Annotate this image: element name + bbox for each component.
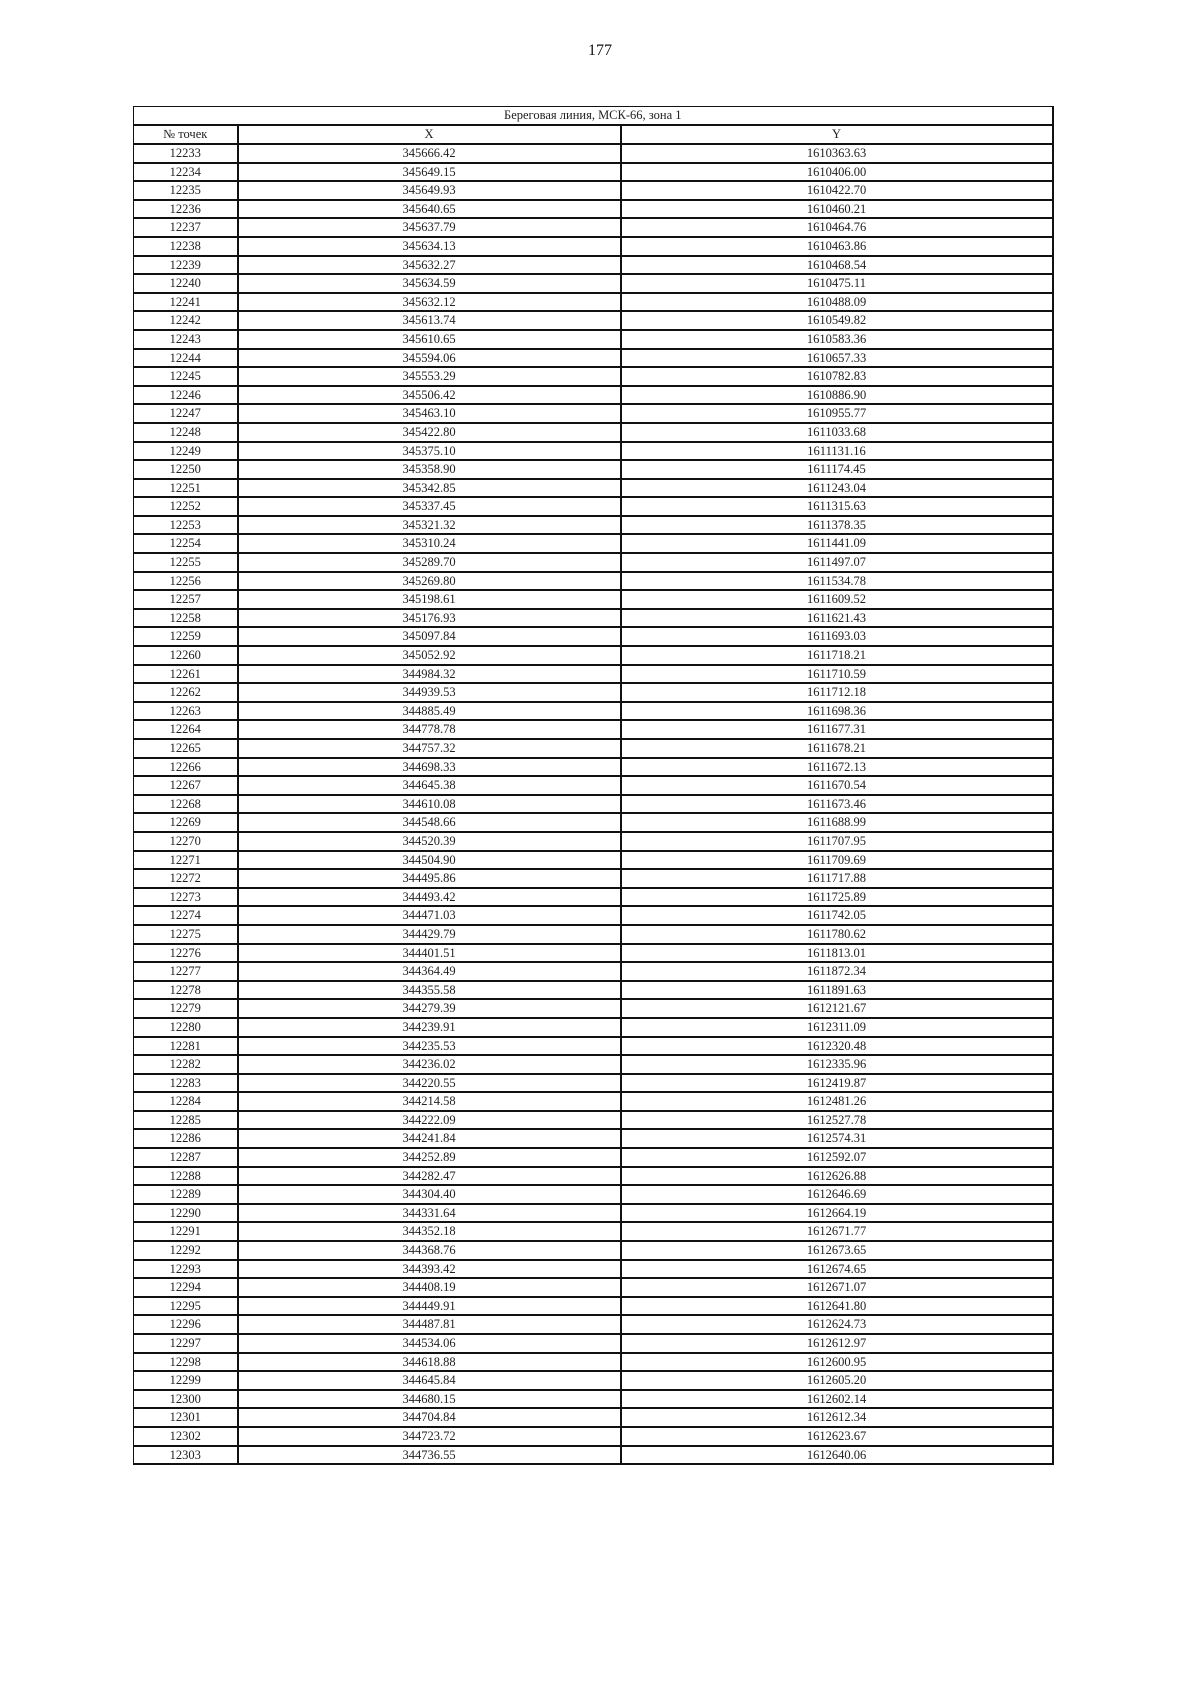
table-row	[134, 1018, 1053, 1037]
point-number-cell: 12241	[134, 293, 238, 312]
point-number-cell: 12303	[134, 1446, 238, 1465]
table-row	[134, 1371, 1053, 1390]
x-coordinate-cell: 344939.53	[238, 683, 621, 702]
point-number-cell: 12269	[134, 813, 238, 832]
point-number-cell: 12292	[134, 1241, 238, 1260]
point-number-cell: 12243	[134, 330, 238, 349]
table-row	[134, 795, 1053, 814]
y-coordinate-cell: 1612626.88	[621, 1167, 1053, 1186]
y-coordinate-cell: 1612335.96	[621, 1055, 1053, 1074]
point-number-cell: 12272	[134, 869, 238, 888]
table-row	[134, 237, 1053, 256]
table-row	[134, 1334, 1053, 1353]
table-row	[134, 1055, 1053, 1074]
x-coordinate-cell: 344214.58	[238, 1092, 621, 1111]
y-coordinate-cell: 1610464.76	[621, 218, 1053, 237]
table-row	[134, 1315, 1053, 1334]
table-row	[134, 646, 1053, 665]
y-coordinate-cell: 1612671.77	[621, 1222, 1053, 1241]
x-coordinate-cell: 345310.24	[238, 534, 621, 553]
x-coordinate-cell: 344429.79	[238, 925, 621, 944]
table-row	[134, 627, 1053, 646]
x-coordinate-cell: 344222.09	[238, 1111, 621, 1130]
table-row	[134, 330, 1053, 349]
point-number-cell: 12236	[134, 200, 238, 219]
table-row	[134, 999, 1053, 1018]
y-coordinate-cell: 1610406.00	[621, 163, 1053, 182]
x-coordinate-cell: 344408.19	[238, 1278, 621, 1297]
x-coordinate-cell: 345422.80	[238, 423, 621, 442]
table-row	[134, 442, 1053, 461]
y-coordinate-cell: 1610955.77	[621, 404, 1053, 423]
x-coordinate-cell: 344236.02	[238, 1055, 621, 1074]
y-coordinate-cell: 1611174.45	[621, 460, 1053, 479]
x-coordinate-cell: 344282.47	[238, 1167, 621, 1186]
y-coordinate-cell: 1610460.21	[621, 200, 1053, 219]
y-coordinate-cell: 1610583.36	[621, 330, 1053, 349]
point-number-cell: 12246	[134, 386, 238, 405]
x-coordinate-cell: 344304.40	[238, 1185, 621, 1204]
x-coordinate-cell: 344736.55	[238, 1446, 621, 1465]
x-coordinate-cell: 345632.27	[238, 256, 621, 275]
x-coordinate-cell: 344548.66	[238, 813, 621, 832]
point-number-cell: 12290	[134, 1204, 238, 1223]
table-row	[134, 1408, 1053, 1427]
table-body	[134, 144, 1053, 1464]
table-row	[134, 1297, 1053, 1316]
table-row	[134, 200, 1053, 219]
point-number-cell: 12261	[134, 665, 238, 684]
table-row	[134, 386, 1053, 405]
point-number-cell: 12277	[134, 962, 238, 981]
y-coordinate-cell: 1610782.83	[621, 367, 1053, 386]
table-row	[134, 497, 1053, 516]
x-coordinate-cell: 345375.10	[238, 442, 621, 461]
x-coordinate-cell: 344723.72	[238, 1427, 621, 1446]
x-coordinate-cell: 344610.08	[238, 795, 621, 814]
table-row	[134, 944, 1053, 963]
x-coordinate-cell: 345637.79	[238, 218, 621, 237]
point-number-cell: 12281	[134, 1037, 238, 1056]
y-coordinate-cell: 1610468.54	[621, 256, 1053, 275]
table-row	[134, 683, 1053, 702]
y-coordinate-cell: 1612419.87	[621, 1074, 1053, 1093]
table-row	[134, 851, 1053, 870]
table-row	[134, 256, 1053, 275]
point-number-cell: 12247	[134, 404, 238, 423]
y-coordinate-cell: 1611891.63	[621, 981, 1053, 1000]
table-row	[134, 1185, 1053, 1204]
table-row	[134, 702, 1053, 721]
point-number-cell: 12288	[134, 1167, 238, 1186]
table-row	[134, 1390, 1053, 1409]
table-row	[134, 274, 1053, 293]
point-number-cell: 12279	[134, 999, 238, 1018]
point-number-cell: 12296	[134, 1315, 238, 1334]
x-coordinate-cell: 344331.64	[238, 1204, 621, 1223]
y-coordinate-cell: 1612481.26	[621, 1092, 1053, 1111]
x-coordinate-cell: 344487.81	[238, 1315, 621, 1334]
y-coordinate-cell: 1612320.48	[621, 1037, 1053, 1056]
point-number-cell: 12274	[134, 906, 238, 925]
y-coordinate-cell: 1611497.07	[621, 553, 1053, 572]
point-number-cell: 12299	[134, 1371, 238, 1390]
table-row	[134, 1427, 1053, 1446]
x-coordinate-cell: 344393.42	[238, 1260, 621, 1279]
x-coordinate-cell: 344645.38	[238, 776, 621, 795]
point-number-cell: 12280	[134, 1018, 238, 1037]
y-coordinate-cell: 1611718.21	[621, 646, 1053, 665]
x-coordinate-cell: 344618.88	[238, 1353, 621, 1372]
table-row	[134, 758, 1053, 777]
point-number-cell: 12262	[134, 683, 238, 702]
point-number-cell: 12293	[134, 1260, 238, 1279]
y-coordinate-cell: 1610488.09	[621, 293, 1053, 312]
y-coordinate-cell: 1612602.14	[621, 1390, 1053, 1409]
table-row	[134, 609, 1053, 628]
y-coordinate-cell: 1611698.36	[621, 702, 1053, 721]
y-coordinate-cell: 1611609.52	[621, 590, 1053, 609]
point-number-cell: 12233	[134, 144, 238, 163]
point-number-cell: 12283	[134, 1074, 238, 1093]
y-coordinate-cell: 1611717.88	[621, 869, 1053, 888]
point-number-cell: 12289	[134, 1185, 238, 1204]
table-row	[134, 1260, 1053, 1279]
x-coordinate-cell: 344252.89	[238, 1148, 621, 1167]
header-y: Y	[621, 125, 1053, 144]
y-coordinate-cell: 1611441.09	[621, 534, 1053, 553]
x-coordinate-cell: 344235.53	[238, 1037, 621, 1056]
y-coordinate-cell: 1611725.89	[621, 888, 1053, 907]
x-coordinate-cell: 345342.85	[238, 479, 621, 498]
x-coordinate-cell: 345640.65	[238, 200, 621, 219]
y-coordinate-cell: 1612311.09	[621, 1018, 1053, 1037]
point-number-cell: 12242	[134, 311, 238, 330]
point-number-cell: 12253	[134, 516, 238, 535]
y-coordinate-cell: 1612527.78	[621, 1111, 1053, 1130]
y-coordinate-cell: 1612641.80	[621, 1297, 1053, 1316]
x-coordinate-cell: 345337.45	[238, 497, 621, 516]
x-coordinate-cell: 344493.42	[238, 888, 621, 907]
x-coordinate-cell: 344984.32	[238, 665, 621, 684]
point-number-cell: 12298	[134, 1353, 238, 1372]
point-number-cell: 12275	[134, 925, 238, 944]
y-coordinate-cell: 1610463.86	[621, 237, 1053, 256]
x-coordinate-cell: 345666.42	[238, 144, 621, 163]
x-coordinate-cell: 344778.78	[238, 720, 621, 739]
x-coordinate-cell: 344241.84	[238, 1129, 621, 1148]
table-row	[134, 404, 1053, 423]
table-row	[134, 1353, 1053, 1372]
y-coordinate-cell: 1611131.16	[621, 442, 1053, 461]
y-coordinate-cell: 1612671.07	[621, 1278, 1053, 1297]
y-coordinate-cell: 1611693.03	[621, 627, 1053, 646]
x-coordinate-cell: 344355.58	[238, 981, 621, 1000]
point-number-cell: 12300	[134, 1390, 238, 1409]
x-coordinate-cell: 344239.91	[238, 1018, 621, 1037]
point-number-cell: 12249	[134, 442, 238, 461]
header-x: X	[238, 125, 621, 144]
table-row	[134, 218, 1053, 237]
y-coordinate-cell: 1612612.97	[621, 1334, 1053, 1353]
page-number: 177	[588, 42, 612, 59]
y-coordinate-cell: 1610886.90	[621, 386, 1053, 405]
y-coordinate-cell: 1610657.33	[621, 349, 1053, 368]
y-coordinate-cell: 1610363.63	[621, 144, 1053, 163]
x-coordinate-cell: 345269.80	[238, 572, 621, 591]
table-row	[134, 888, 1053, 907]
x-coordinate-cell: 345097.84	[238, 627, 621, 646]
x-coordinate-cell: 345610.65	[238, 330, 621, 349]
y-coordinate-cell: 1612605.20	[621, 1371, 1053, 1390]
x-coordinate-cell: 345321.32	[238, 516, 621, 535]
table-row	[134, 423, 1053, 442]
y-coordinate-cell: 1611672.13	[621, 758, 1053, 777]
y-coordinate-cell: 1612600.95	[621, 1353, 1053, 1372]
y-coordinate-cell: 1611709.69	[621, 851, 1053, 870]
x-coordinate-cell: 345634.13	[238, 237, 621, 256]
y-coordinate-cell: 1612646.69	[621, 1185, 1053, 1204]
table-row	[134, 144, 1053, 163]
x-coordinate-cell: 345613.74	[238, 311, 621, 330]
y-coordinate-cell: 1612574.31	[621, 1129, 1053, 1148]
table-title: Береговая линия, МСК-66, зона 1	[134, 107, 1053, 126]
x-coordinate-cell: 345553.29	[238, 367, 621, 386]
table-row	[134, 534, 1053, 553]
point-number-cell: 12282	[134, 1055, 238, 1074]
table-row	[134, 1204, 1053, 1223]
y-coordinate-cell: 1611621.43	[621, 609, 1053, 628]
point-number-cell: 12244	[134, 349, 238, 368]
table-row	[134, 1446, 1053, 1465]
y-coordinate-cell: 1611712.18	[621, 683, 1053, 702]
x-coordinate-cell: 345649.93	[238, 181, 621, 200]
table-row	[134, 1241, 1053, 1260]
point-number-cell: 12287	[134, 1148, 238, 1167]
x-coordinate-cell: 344520.39	[238, 832, 621, 851]
y-coordinate-cell: 1611780.62	[621, 925, 1053, 944]
point-number-cell: 12267	[134, 776, 238, 795]
table-row	[134, 293, 1053, 312]
table-row	[134, 1278, 1053, 1297]
x-coordinate-cell: 344471.03	[238, 906, 621, 925]
x-coordinate-cell: 344368.76	[238, 1241, 621, 1260]
x-coordinate-cell: 345634.59	[238, 274, 621, 293]
y-coordinate-cell: 1611670.54	[621, 776, 1053, 795]
x-coordinate-cell: 345632.12	[238, 293, 621, 312]
point-number-cell: 12270	[134, 832, 238, 851]
table-row	[134, 1129, 1053, 1148]
y-coordinate-cell: 1612640.06	[621, 1446, 1053, 1465]
table-row	[134, 1148, 1053, 1167]
table-row	[134, 460, 1053, 479]
x-coordinate-cell: 344757.32	[238, 739, 621, 758]
x-coordinate-cell: 344449.91	[238, 1297, 621, 1316]
y-coordinate-cell: 1611033.68	[621, 423, 1053, 442]
table-row	[134, 572, 1053, 591]
table-row	[134, 163, 1053, 182]
point-number-cell: 12254	[134, 534, 238, 553]
point-number-cell: 12252	[134, 497, 238, 516]
table-row	[134, 1037, 1053, 1056]
x-coordinate-cell: 345289.70	[238, 553, 621, 572]
table-row	[134, 1111, 1053, 1130]
y-coordinate-cell: 1612612.34	[621, 1408, 1053, 1427]
x-coordinate-cell: 345506.42	[238, 386, 621, 405]
table-row	[134, 665, 1053, 684]
table-row	[134, 925, 1053, 944]
y-coordinate-cell: 1612673.65	[621, 1241, 1053, 1260]
point-number-cell: 12235	[134, 181, 238, 200]
table-row	[134, 720, 1053, 739]
y-coordinate-cell: 1611534.78	[621, 572, 1053, 591]
y-coordinate-cell: 1612674.65	[621, 1260, 1053, 1279]
x-coordinate-cell: 345198.61	[238, 590, 621, 609]
x-coordinate-cell: 344698.33	[238, 758, 621, 777]
y-coordinate-cell: 1612624.73	[621, 1315, 1053, 1334]
point-number-cell: 12291	[134, 1222, 238, 1241]
x-coordinate-cell: 344885.49	[238, 702, 621, 721]
table-row	[134, 311, 1053, 330]
table-row	[134, 832, 1053, 851]
point-number-cell: 12258	[134, 609, 238, 628]
y-coordinate-cell: 1611673.46	[621, 795, 1053, 814]
y-coordinate-cell: 1611378.35	[621, 516, 1053, 535]
point-number-cell: 12284	[134, 1092, 238, 1111]
y-coordinate-cell: 1612623.67	[621, 1427, 1053, 1446]
y-coordinate-cell: 1611243.04	[621, 479, 1053, 498]
table-row	[134, 813, 1053, 832]
y-coordinate-cell: 1611315.63	[621, 497, 1053, 516]
point-number-cell: 12268	[134, 795, 238, 814]
point-number-cell: 12257	[134, 590, 238, 609]
y-coordinate-cell: 1611872.34	[621, 962, 1053, 981]
point-number-cell: 12301	[134, 1408, 238, 1427]
y-coordinate-cell: 1611678.21	[621, 739, 1053, 758]
table-row	[134, 1092, 1053, 1111]
point-number-cell: 12294	[134, 1278, 238, 1297]
x-coordinate-cell: 344364.49	[238, 962, 621, 981]
header-point-number: № точек	[134, 125, 238, 144]
coordinates-table	[133, 106, 1054, 1465]
x-coordinate-cell: 345594.06	[238, 349, 621, 368]
point-number-cell: 12259	[134, 627, 238, 646]
point-number-cell: 12245	[134, 367, 238, 386]
point-number-cell: 12264	[134, 720, 238, 739]
x-coordinate-cell: 344352.18	[238, 1222, 621, 1241]
point-number-cell: 12302	[134, 1427, 238, 1446]
x-coordinate-cell: 345358.90	[238, 460, 621, 479]
table-row	[134, 906, 1053, 925]
point-number-cell: 12273	[134, 888, 238, 907]
point-number-cell: 12234	[134, 163, 238, 182]
x-coordinate-cell: 345463.10	[238, 404, 621, 423]
table-row	[134, 590, 1053, 609]
point-number-cell: 12295	[134, 1297, 238, 1316]
table-row	[134, 962, 1053, 981]
point-number-cell: 12239	[134, 256, 238, 275]
point-number-cell: 12237	[134, 218, 238, 237]
x-coordinate-cell: 344680.15	[238, 1390, 621, 1409]
point-number-cell: 12265	[134, 739, 238, 758]
table-row	[134, 869, 1053, 888]
point-number-cell: 12256	[134, 572, 238, 591]
table-row	[134, 1167, 1053, 1186]
table-row	[134, 516, 1053, 535]
table-row	[134, 349, 1053, 368]
table-title-row	[134, 107, 1053, 126]
point-number-cell: 12250	[134, 460, 238, 479]
x-coordinate-cell: 344220.55	[238, 1074, 621, 1093]
point-number-cell: 12248	[134, 423, 238, 442]
y-coordinate-cell: 1612121.67	[621, 999, 1053, 1018]
point-number-cell: 12276	[134, 944, 238, 963]
y-coordinate-cell: 1612592.07	[621, 1148, 1053, 1167]
table-header-row	[134, 125, 1053, 144]
table-row	[134, 367, 1053, 386]
x-coordinate-cell: 345649.15	[238, 163, 621, 182]
table-row	[134, 776, 1053, 795]
y-coordinate-cell: 1610549.82	[621, 311, 1053, 330]
table-row	[134, 479, 1053, 498]
y-coordinate-cell: 1611707.95	[621, 832, 1053, 851]
table-row	[134, 739, 1053, 758]
table-row	[134, 1222, 1053, 1241]
y-coordinate-cell: 1610475.11	[621, 274, 1053, 293]
y-coordinate-cell: 1612664.19	[621, 1204, 1053, 1223]
x-coordinate-cell: 344504.90	[238, 851, 621, 870]
y-coordinate-cell: 1610422.70	[621, 181, 1053, 200]
y-coordinate-cell: 1611742.05	[621, 906, 1053, 925]
x-coordinate-cell: 345052.92	[238, 646, 621, 665]
x-coordinate-cell: 344534.06	[238, 1334, 621, 1353]
point-number-cell: 12240	[134, 274, 238, 293]
x-coordinate-cell: 344495.86	[238, 869, 621, 888]
table-row	[134, 181, 1053, 200]
table-row	[134, 553, 1053, 572]
point-number-cell: 12297	[134, 1334, 238, 1353]
x-coordinate-cell: 344401.51	[238, 944, 621, 963]
point-number-cell: 12271	[134, 851, 238, 870]
point-number-cell: 12286	[134, 1129, 238, 1148]
point-number-cell: 12266	[134, 758, 238, 777]
x-coordinate-cell: 344279.39	[238, 999, 621, 1018]
point-number-cell: 12260	[134, 646, 238, 665]
point-number-cell: 12285	[134, 1111, 238, 1130]
y-coordinate-cell: 1611688.99	[621, 813, 1053, 832]
table-row	[134, 1074, 1053, 1093]
table-row	[134, 981, 1053, 1000]
point-number-cell: 12278	[134, 981, 238, 1000]
x-coordinate-cell: 345176.93	[238, 609, 621, 628]
x-coordinate-cell: 344704.84	[238, 1408, 621, 1427]
y-coordinate-cell: 1611677.31	[621, 720, 1053, 739]
table-head	[134, 107, 1053, 145]
y-coordinate-cell: 1611710.59	[621, 665, 1053, 684]
point-number-cell: 12251	[134, 479, 238, 498]
point-number-cell: 12255	[134, 553, 238, 572]
x-coordinate-cell: 344645.84	[238, 1371, 621, 1390]
point-number-cell: 12238	[134, 237, 238, 256]
point-number-cell: 12263	[134, 702, 238, 721]
y-coordinate-cell: 1611813.01	[621, 944, 1053, 963]
